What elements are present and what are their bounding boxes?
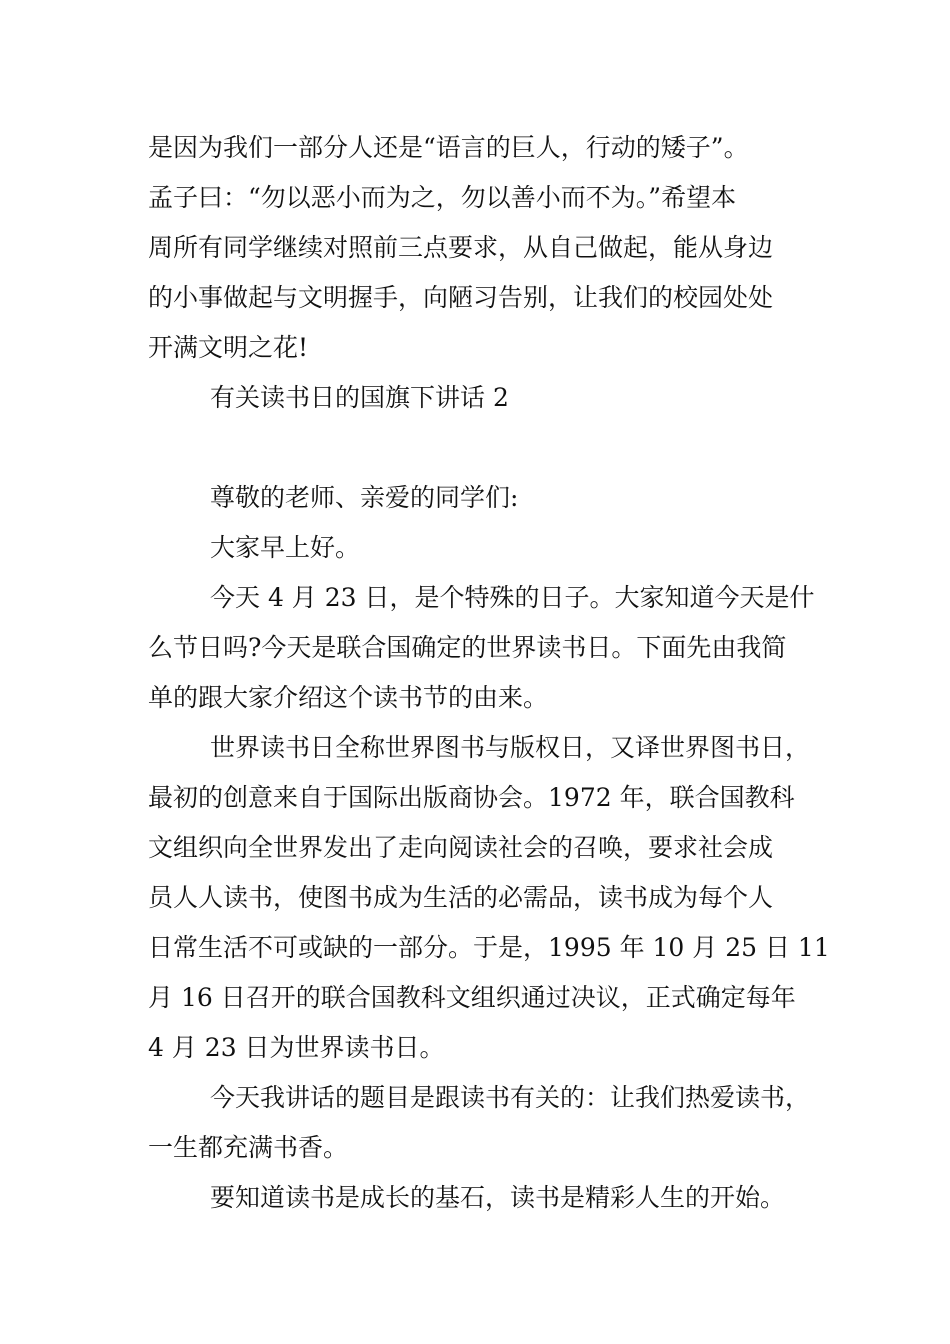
paragraph-line: 月 16 日召开的联合国教科文组织通过决议，正式确定每年 [148, 983, 796, 1012]
paragraph-line: 世界读书日全称世界图书与版权日，又译世界图书日， [210, 733, 811, 762]
paragraph-line: 今天我讲话的题目是跟读书有关的：让我们热爱读书， [210, 1083, 811, 1112]
paragraph-line: 员人人读书，使图书成为生活的必需品，读书成为每个人 [148, 883, 774, 912]
paragraph-line: 4 月 23 日为世界读书日。 [148, 1033, 445, 1062]
text-line: 孟子曰：“勿以恶小而为之，勿以善小而不为。”希望本 [148, 183, 737, 212]
paragraph-line: 一生都充满书香。 [148, 1133, 349, 1162]
section-heading: 有关读书日的国旗下讲话 2 [210, 383, 509, 412]
text-line: 是因为我们一部分人还是“语言的巨人，行动的矮子”。 [148, 133, 749, 162]
salutation: 尊敬的老师、亲爱的同学们: [210, 483, 519, 512]
paragraph-line: 今天 4 月 23 日，是个特殊的日子。大家知道今天是什 [210, 583, 815, 612]
greeting: 大家早上好。 [210, 533, 361, 562]
paragraph-line: 么节日吗?今天是联合国确定的世界读书日。下面先由我简 [148, 633, 787, 662]
text-line: 开满文明之花! [148, 333, 309, 362]
paragraph-line: 单的跟大家介绍这个读书节的由来。 [148, 683, 549, 712]
text-line: 周所有同学继续对照前三点要求，从自己做起，能从身边 [148, 233, 774, 262]
text-line: 的小事做起与文明握手，向陋习告别，让我们的校园处处 [148, 283, 774, 312]
blank-line [148, 423, 828, 473]
paragraph-line: 最初的创意来自于国际出版商协会。1972 年，联合国教科 [148, 783, 795, 812]
paragraph-line: 日常生活不可或缺的一部分。于是，1995 年 10 月 25 日 11 [148, 933, 830, 962]
paragraph-line: 文组织向全世界发出了走向阅读社会的召唤，要求社会成 [148, 833, 774, 862]
document-body [148, 123, 828, 1223]
paragraph-line: 要知道读书是成长的基石，读书是精彩人生的开始。 [210, 1183, 786, 1212]
